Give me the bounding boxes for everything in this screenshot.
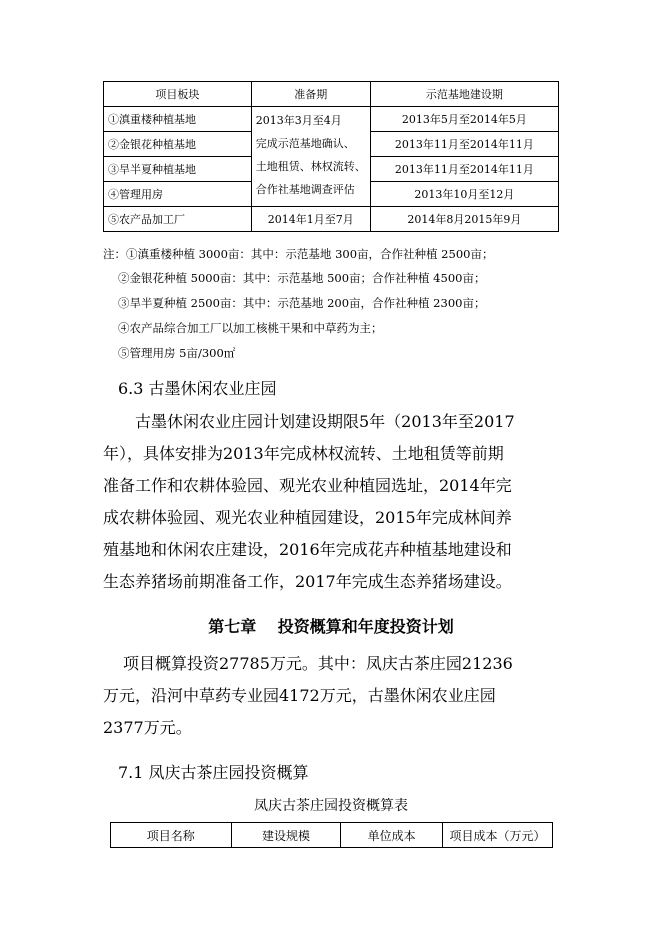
paragraph-line: 万元，沿河中草药专业园4172万元，古墨休闲农业庄园 [103,686,496,705]
paragraph-line: 生态养猪场前期准备工作，2017年完成生态养猪场建设。 [103,572,512,591]
item-cell: ④管理用房 [104,182,252,207]
item-cell: ①滇重楼种植基地 [104,107,252,132]
table-row [104,207,559,232]
paragraph-line: 准备工作和农耕体验园、观光农业种植园选址，2014年完 [103,476,512,495]
header-cell: 建设规模 [231,823,341,848]
table-row [104,107,559,132]
section-heading: 7.1 凤庆古茶庄园投资概算 [118,763,309,782]
demo-cell: 2013年5月至2014年5月 [370,107,558,132]
paragraph-line: 殖基地和休闲农庄建设，2016年完成花卉种植基地建设和 [103,540,512,559]
chapter7-paragraph [103,648,553,680]
schedule-table [103,81,559,232]
item-cell: ⑤农产品加工厂 [104,207,252,232]
paragraph-line: 项目概算投资27785万元。其中：凤庆古茶庄园21236 [123,654,513,673]
section-6-3-paragraph [103,406,553,438]
note-line: ③旱半夏种植 2500亩：其中：示范基地 200亩，合作社种植 2300亩； [118,296,486,310]
paragraph-line: 古墨休闲农业庄园计划建设期限5年（2013年至2017 [135,412,515,431]
header-cell: 项目板块 [104,82,252,107]
demo-cell: 2014年8月2015年9月 [370,207,558,232]
prep-period-merged-cell [251,107,370,207]
investment-table [110,822,553,848]
table-header-row [104,82,559,107]
chapter7-paragraph-cont [103,680,553,744]
note-line: 注：①滇重楼种植 3000亩：其中：示范基地 300亩，合作社种植 2500亩； [103,247,494,261]
demo-cell: 2013年10月至12月 [370,182,558,207]
paragraph-line: 2377万元。 [103,718,192,737]
prep-cell: 2014年1月至7月 [251,207,370,232]
table-caption: 凤庆古茶庄园投资概算表 [254,798,408,814]
header-cell: 项目成本（万元） [443,823,553,848]
header-cell: 单位成本 [341,823,443,848]
chapter-title: 第七章 投资概算和年度投资计划 [208,617,454,636]
item-cell: ③旱半夏种植基地 [104,157,252,182]
prep-line: 2013年3月至4月 [255,114,342,127]
note-line: ⑤管理用房 5亩/300㎡ [118,346,236,360]
header-cell: 准备期 [251,82,370,107]
header-cell: 项目名称 [111,823,232,848]
note-line: ④农产品综合加工厂以加工核桃干果和中草药为主； [118,321,383,335]
section-6-3-paragraph-cont [103,438,553,598]
demo-cell: 2013年11月至2014年11月 [370,157,558,182]
prep-line: 合作社基地调查评估 [255,183,355,196]
table-header-row [111,823,553,848]
item-cell: ②金银花种植基地 [104,132,252,157]
note-line: ②金银花种植 5000亩：其中：示范基地 500亩；合作社种植 4500亩； [118,271,486,285]
prep-line: 完成示范基地确认、 [255,137,355,150]
paragraph-line: 成农耕体验园、观光农业种植园建设，2015年完成林间养 [103,508,512,527]
header-cell: 示范基地建设期 [370,82,558,107]
demo-cell: 2013年11月至2014年11月 [370,132,558,157]
section-heading: 6.3 古墨休闲农业庄园 [118,379,277,398]
prep-line: 土地租赁、林权流转、 [255,160,366,173]
paragraph-line: 年），具体安排为2013年完成林权流转、土地租赁等前期 [103,444,504,463]
